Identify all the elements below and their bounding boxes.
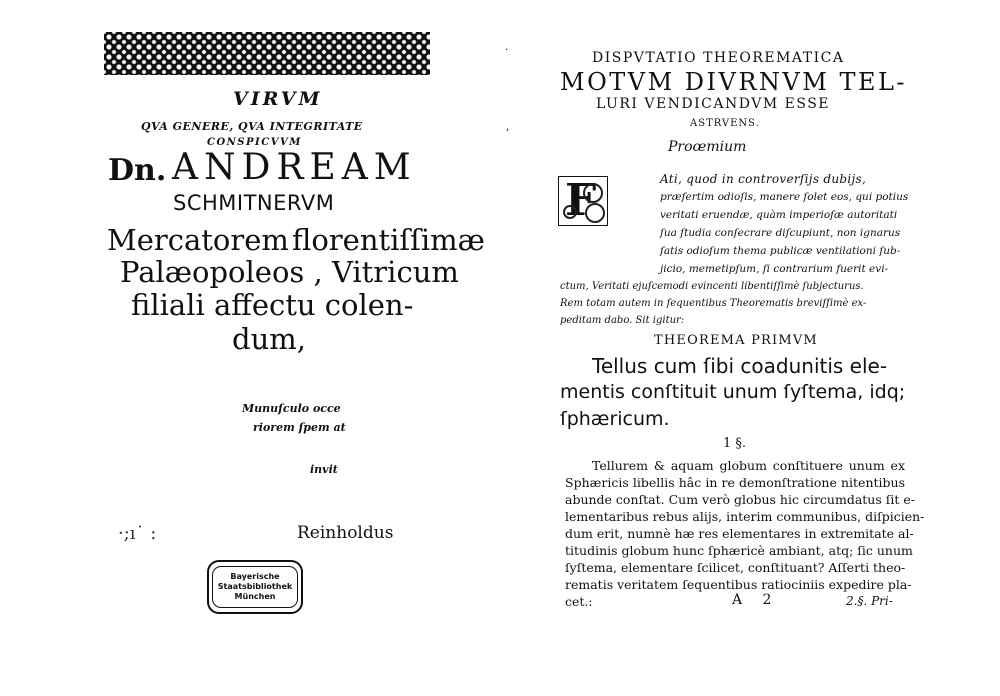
text-filiali: filiali affectu colen- bbox=[131, 288, 414, 322]
text-riorem: riorem ſpem at bbox=[253, 421, 346, 434]
name-prefix: Dn. bbox=[108, 153, 167, 188]
text-reinholdus: Reinholdus bbox=[297, 523, 394, 543]
proem-line-3: veritati eruendæ, quàm imperioſæ autoritati bbox=[660, 209, 898, 221]
cropped-fragment: ·;ı˙ : bbox=[118, 523, 157, 544]
dedication-line-conspicuum: CONSPICVVM bbox=[207, 137, 302, 148]
disputation-title-3: LURI VENDICANDVM ESSE bbox=[596, 96, 831, 112]
surname: SCHMITNERVM bbox=[173, 191, 335, 215]
proem-line-6: jicio, memetipſum, ſi contrarium fuerit evi- bbox=[660, 263, 889, 275]
margin-mark-top: . bbox=[505, 40, 509, 53]
signature-mark: A 2 bbox=[732, 592, 780, 608]
text-florentissimae: florentiſſimæ bbox=[292, 223, 485, 257]
library-stamp bbox=[207, 560, 303, 614]
proem-line-4: ſua ſtudia conſecrare diſcupiunt, non ignarus bbox=[660, 227, 901, 239]
body-line-7: ſyſtema, elementare ſcilicet, conſtituant? Aſſerti theo- bbox=[565, 560, 906, 575]
name-main: ANDREAM bbox=[172, 147, 417, 188]
decorated-initial bbox=[558, 176, 608, 226]
body-line-2: Sphæricis libellis hâc in re demonſtratione nitentibus bbox=[565, 475, 905, 490]
text-munusculo: Munuſculo occe bbox=[242, 402, 341, 415]
text-mercatorem: Mercatorem bbox=[107, 223, 289, 257]
body-line-6: titudinis globum hunc ſphæricè ambiant, atq; ſic unum bbox=[565, 543, 913, 558]
text-dum: dum, bbox=[232, 322, 306, 356]
proem-line-2: præſertim odioſis, manere ſolet eos, qui potius bbox=[660, 191, 909, 203]
disputation-title-1: DISPVTATIO THEOREMATICA bbox=[592, 50, 845, 66]
disputation-title-4: ASTRVENS. bbox=[690, 118, 760, 129]
margin-mark-mid: , bbox=[506, 120, 510, 133]
body-line-4: lementaribus rebus alijs, interim communibus, diſpicien- bbox=[565, 509, 925, 524]
decorative-border-ornament bbox=[104, 32, 430, 75]
stamp-line-1: Bayerische bbox=[230, 572, 280, 581]
dedication-heading: VIRVM bbox=[233, 88, 323, 110]
section-number: 1 §. bbox=[723, 436, 747, 451]
thesis-line-2: mentis conſtituit unum ſyſtema, idq; bbox=[560, 381, 906, 403]
catchword: 2.§. Pri- bbox=[846, 594, 893, 608]
proem-line-7: ctum, Veritati ejuſcemodi evincenti libentiſſimè ſubjecturus. bbox=[560, 281, 864, 292]
stamp-line-3: München bbox=[234, 592, 276, 601]
thesis-line-1: Tellus cum ſibi coadunitis ele- bbox=[592, 354, 888, 378]
body-line-5: dum erit, numnè hæ res elementares in extremitate al- bbox=[565, 526, 914, 541]
disputation-title-2: MOTVM DIVRNVM TEL- bbox=[560, 68, 908, 96]
proem-line-8: Rem totam autem in ſequentibus Theorematis breviſſimè ex- bbox=[560, 298, 867, 309]
body-line-1: Tellurem & aquam globum conſtituere unum ex bbox=[592, 458, 905, 473]
proem-line-5: ſatis odioſum thema publicæ ventilationi ſub- bbox=[660, 245, 901, 257]
proemium-heading: Proœmium bbox=[668, 139, 747, 155]
proem-line-1: Ati, quod in controverſijs dubijs, bbox=[660, 172, 867, 186]
text-palaeopoleos: Palæopoleos , Vitricum bbox=[120, 255, 459, 289]
initial-letter: F bbox=[565, 176, 597, 226]
thesis-line-3: ſphæricum. bbox=[560, 408, 670, 430]
stamp-line-2: Staatsbibliothek bbox=[217, 582, 293, 591]
body-line-3: abunde conſtat. Cum verò globus hic circumdatus ſit e- bbox=[565, 492, 915, 507]
text-invit: invit bbox=[310, 463, 338, 476]
body-line-8: rematis veritatem ſequentibus ratiociniis expedire pla- bbox=[565, 577, 912, 592]
body-line-9: cet.: bbox=[565, 594, 593, 609]
theorema-heading: THEOREMA PRIMVM bbox=[654, 333, 818, 348]
dedication-line-qua: QVA GENERE, QVA INTEGRITATE bbox=[141, 120, 363, 133]
proem-line-9: peditam dabo. Sit igitur: bbox=[560, 315, 685, 326]
